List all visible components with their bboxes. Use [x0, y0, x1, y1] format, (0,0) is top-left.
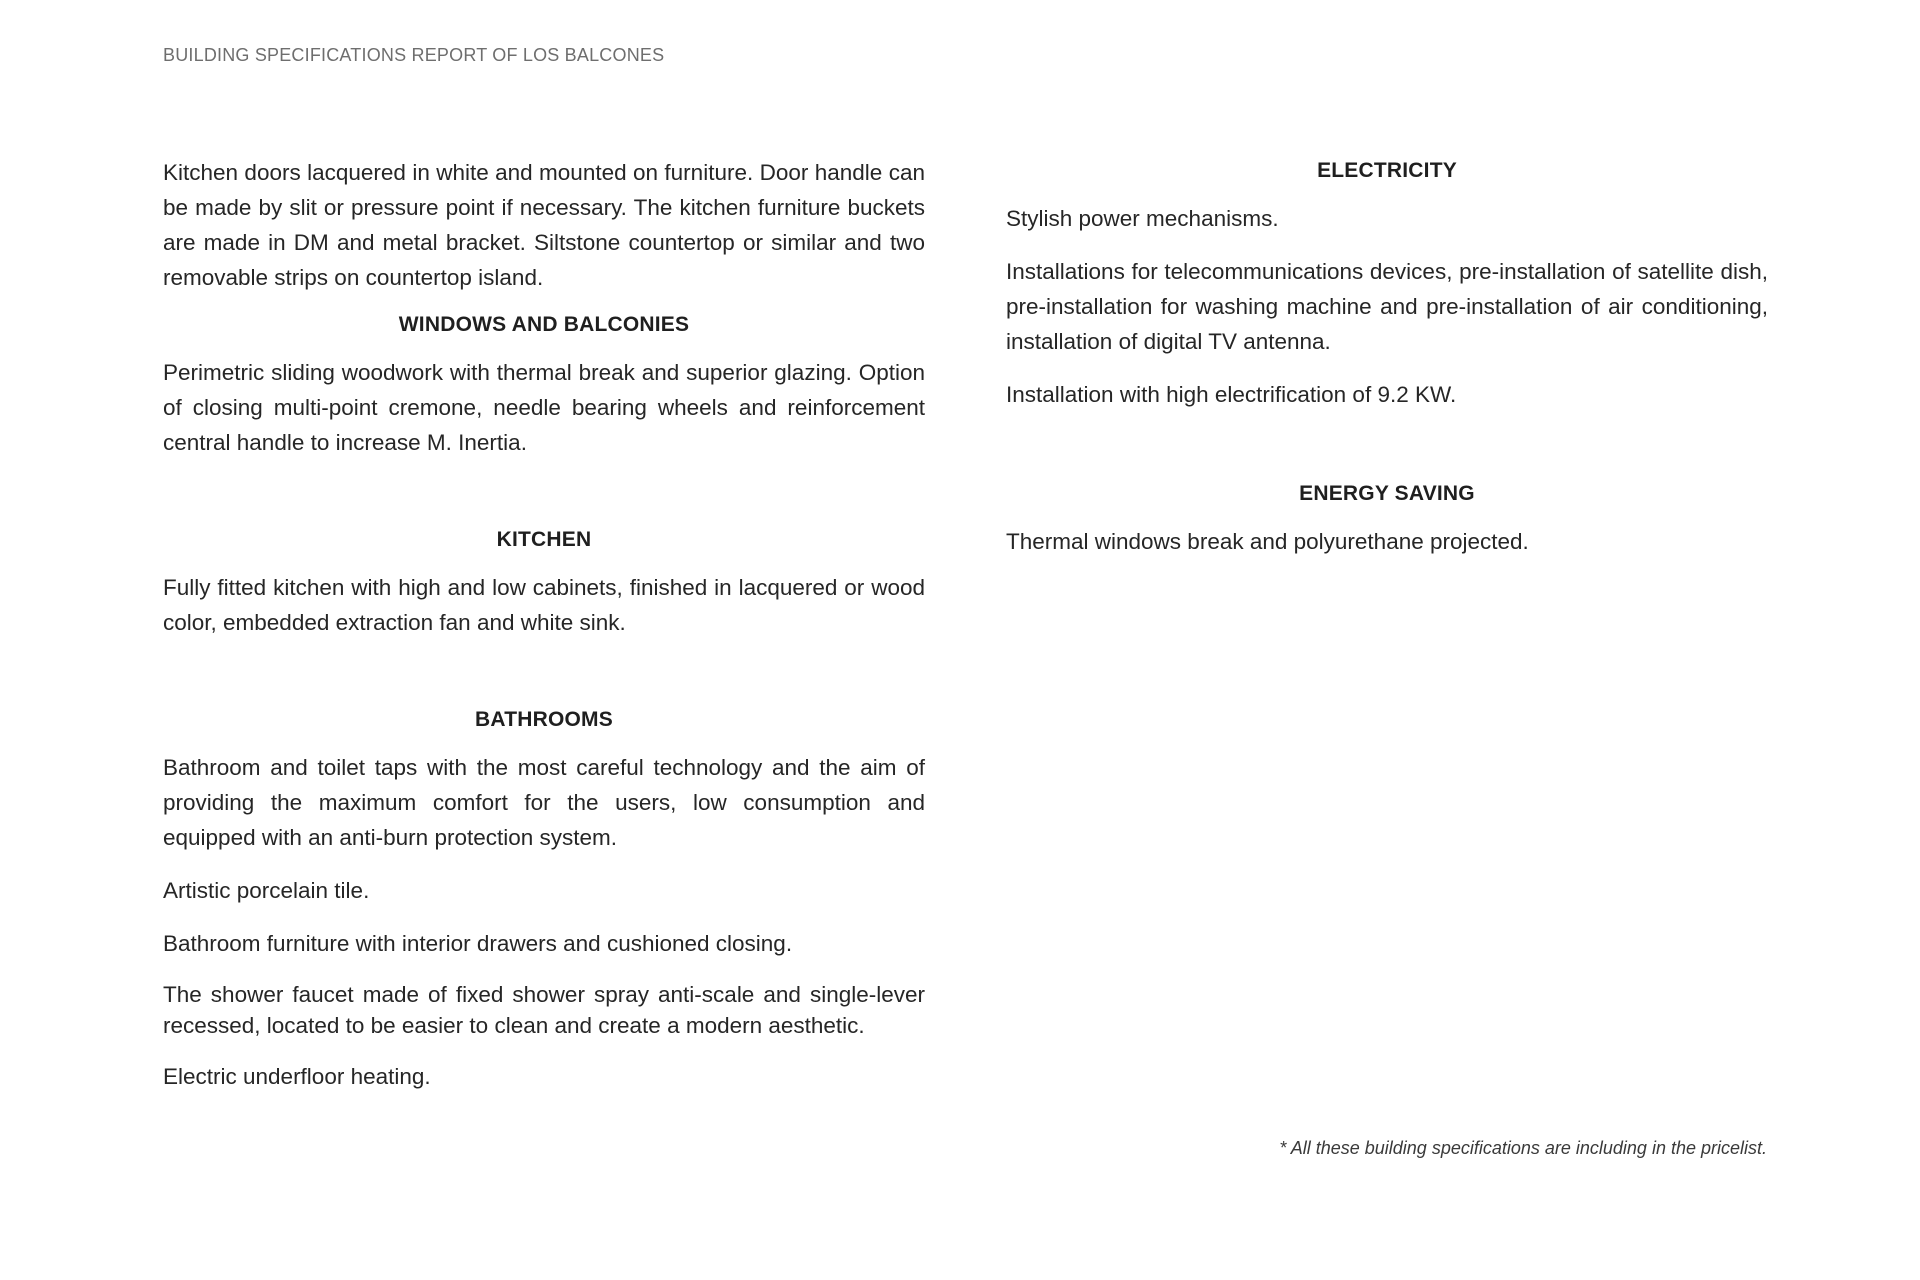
- shower-paragraph: The shower faucet made of fixed shower spray anti-scale and single-lever recessed, located to be easier to clean and create a modern aesthetic.: [163, 982, 925, 1038]
- running-header: BUILDING SPECIFICATIONS REPORT OF LOS BALCONES: [163, 45, 665, 65]
- right-column: [1006, 155, 1768, 577]
- telecom-installations-paragraph: Installations for telecommunications devices, pre-installation of satellite dish, pre-installation for washing machine and pre-installation of air conditioning, installation of digital TV antenna.: [1006, 259, 1768, 354]
- bathrooms-heading: BATHROOMS: [475, 708, 613, 731]
- porcelain-paragraph: Artistic porcelain tile.: [163, 878, 370, 903]
- left-column: [163, 155, 925, 1112]
- electricity-heading: ELECTRICITY: [1317, 159, 1457, 182]
- windows-paragraph: Perimetric sliding woodwork with thermal break and superior glazing. Option of closing multi-point cremone, needle bearing wheels and reinforcement central handle to increase M. Inertia.: [163, 360, 925, 455]
- power-mechanisms-paragraph: Stylish power mechanisms.: [1006, 206, 1279, 231]
- electrification-paragraph: Installation with high electrification of 9.2 KW.: [1006, 382, 1457, 407]
- kitchen-doors-paragraph: Kitchen doors lacquered in white and mounted on furniture. Door handle can be made by slit or pressure point if necessary. The kitchen furniture buckets are made in DM and metal bracket. Siltstone countertop or similar and two removable strips on countertop island.: [163, 160, 925, 290]
- bathroom-furniture-paragraph: Bathroom furniture with interior drawers and cushioned closing.: [163, 931, 793, 956]
- energy-saving-heading: ENERGY SAVING: [1299, 482, 1475, 505]
- kitchen-heading: KITCHEN: [496, 528, 592, 551]
- pricelist-footnote: * All these building specifications are including in the pricelist.: [1279, 1138, 1767, 1158]
- energy-saving-paragraph: Thermal windows break and polyurethane projected.: [1006, 529, 1529, 554]
- kitchen-paragraph: Fully fitted kitchen with high and low cabinets, finished in lacquered or wood color, embedded extraction fan and white sink.: [163, 575, 925, 635]
- windows-balconies-heading: WINDOWS AND BALCONIES: [398, 313, 690, 336]
- underfloor-heating-paragraph: Electric underfloor heating.: [163, 1064, 431, 1089]
- bathroom-taps-paragraph: Bathroom and toilet taps with the most careful technology and the aim of providing the maximum comfort for the users, low consumption and equipped with an anti-burn protection system.: [163, 755, 925, 850]
